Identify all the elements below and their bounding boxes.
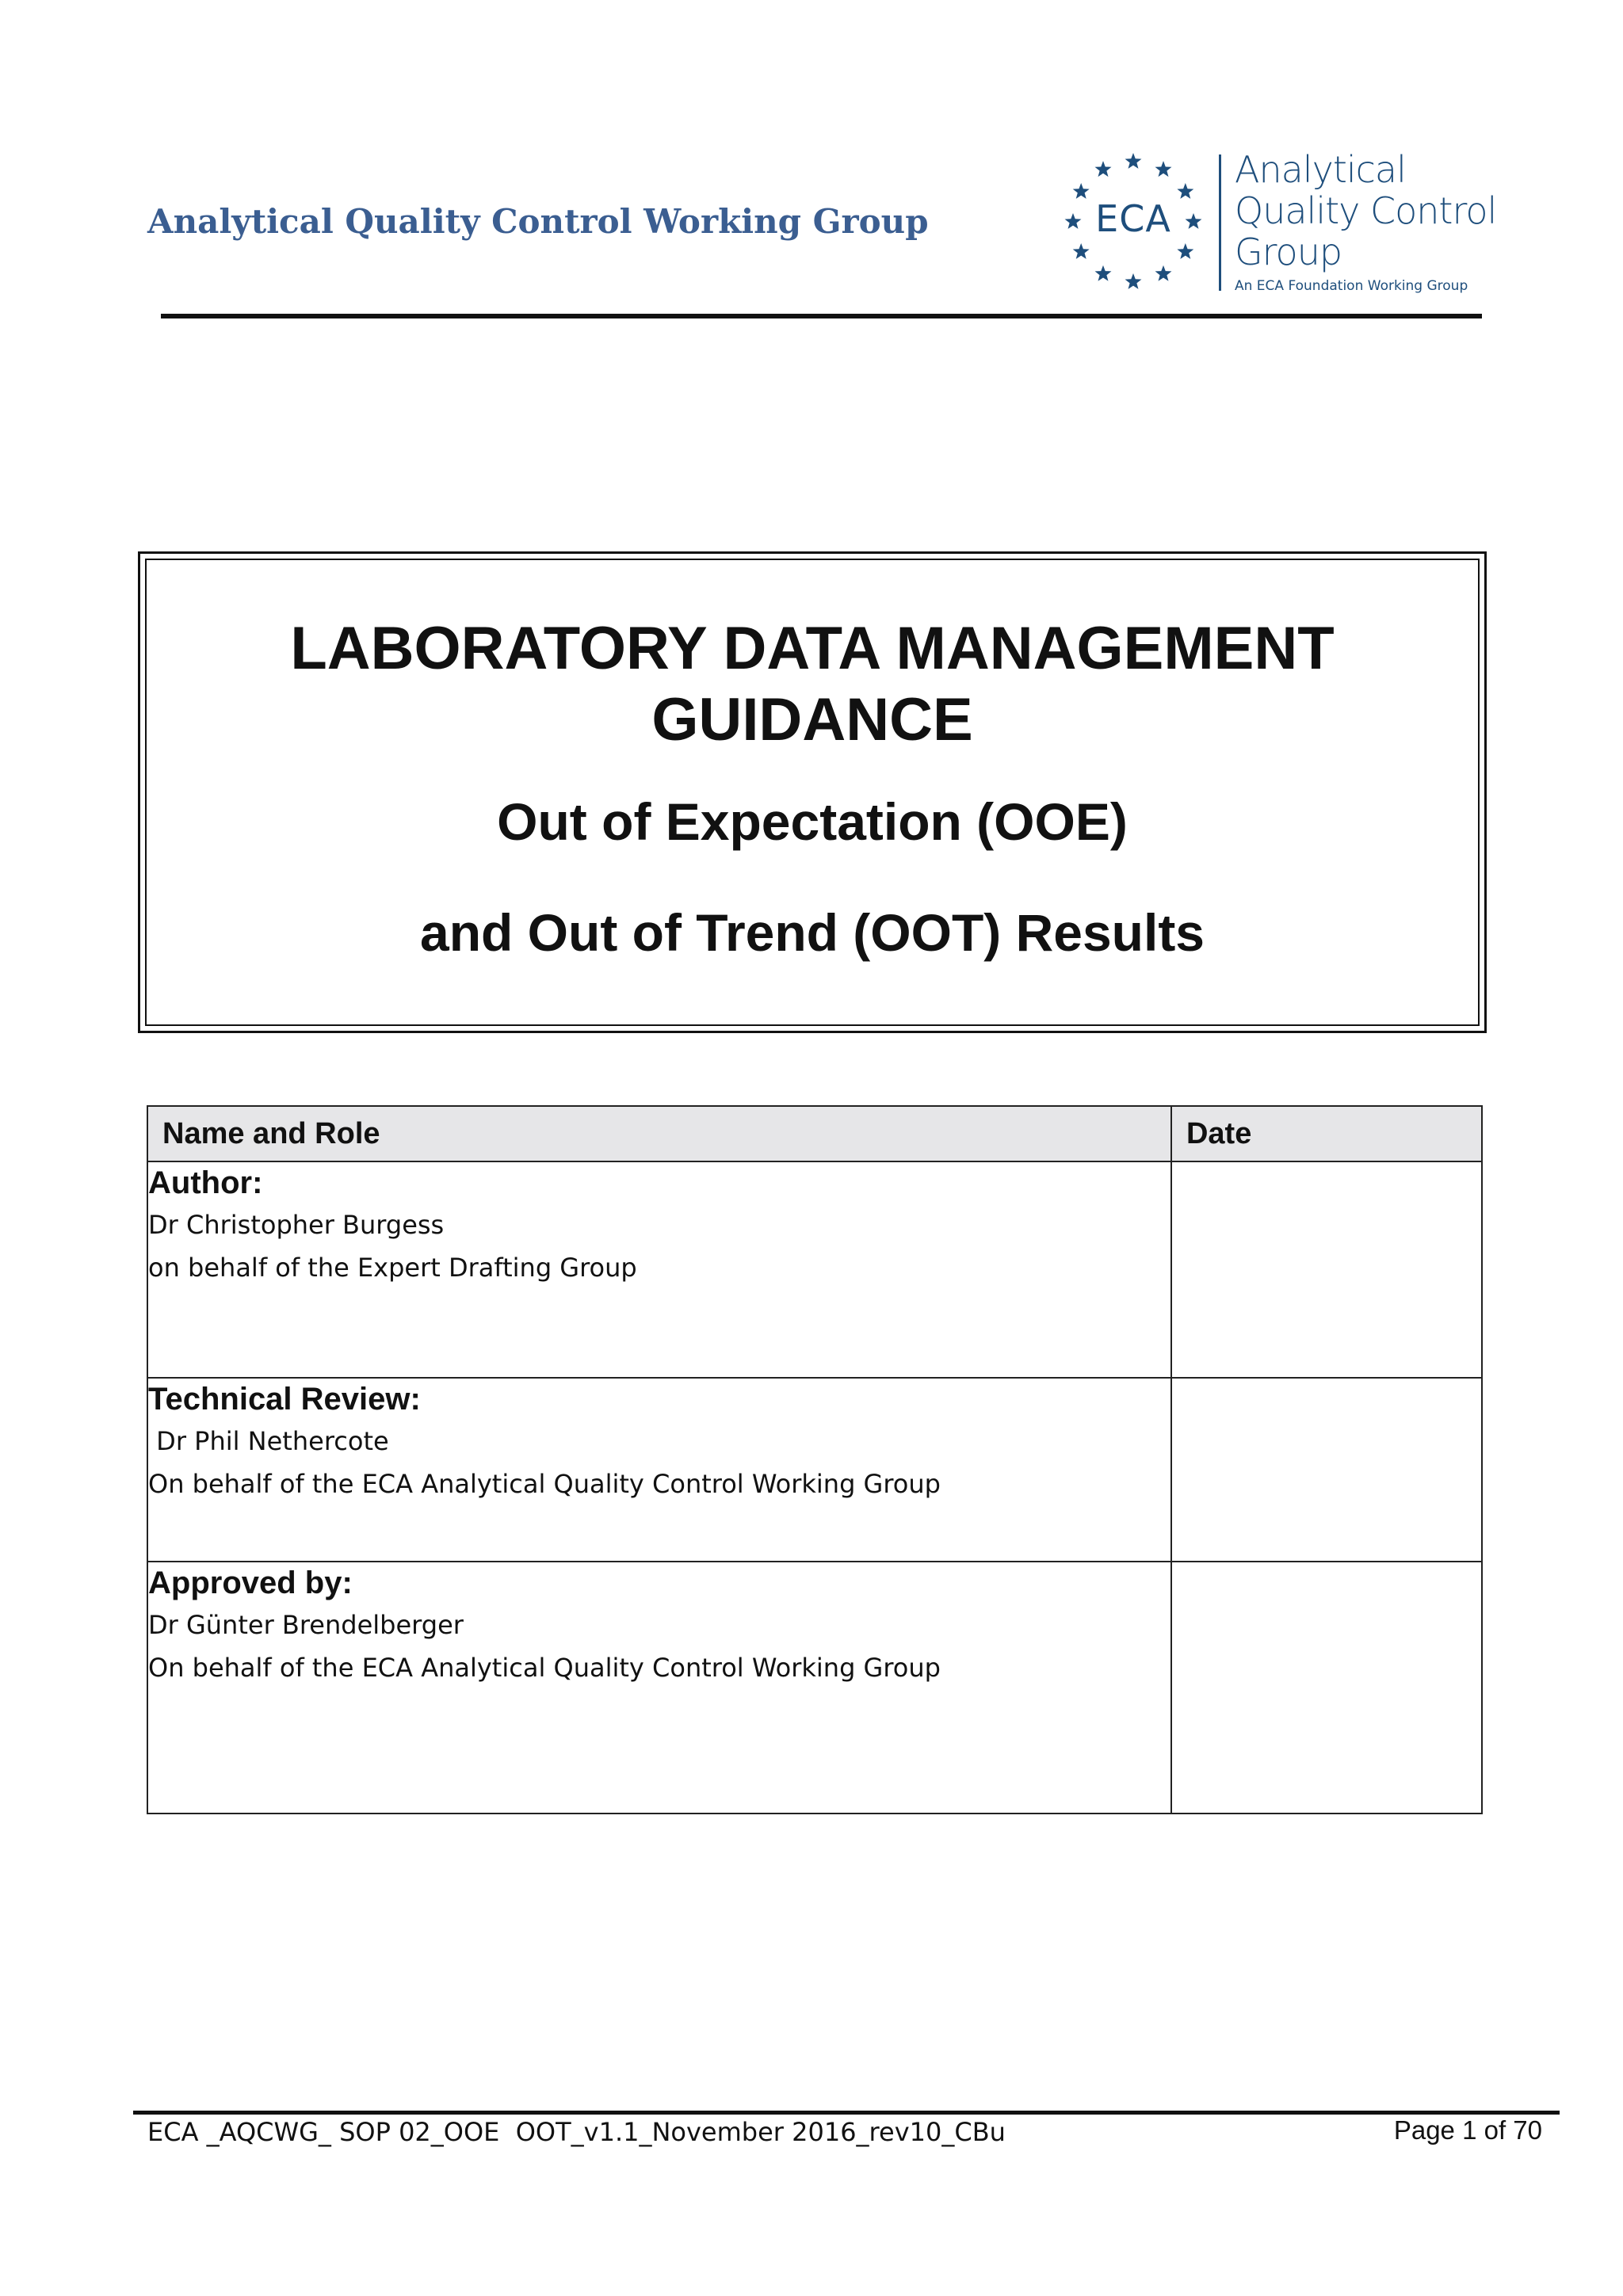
logo-star	[1177, 183, 1193, 199]
header-divider	[161, 314, 1482, 318]
table-row-approved-by	[147, 1562, 1482, 1814]
table-row-technical-review	[147, 1378, 1482, 1562]
logo-wordmark	[1235, 148, 1497, 294]
document-title-line-2: GUIDANCE	[651, 686, 973, 753]
role-label-approved-by: Approved by:	[148, 1566, 353, 1600]
logo-star	[1155, 161, 1172, 177]
logo-star	[1095, 265, 1112, 281]
technical-review-date-cell	[1171, 1378, 1482, 1562]
logo-star	[1073, 243, 1090, 259]
signoff-header-row	[147, 1106, 1482, 1161]
footer-divider	[133, 2111, 1560, 2115]
logo-star	[1125, 273, 1142, 289]
author-cell	[147, 1161, 1171, 1378]
logo-tagline: An ECA Foundation Working Group	[1235, 278, 1468, 294]
table-row-author	[147, 1161, 1482, 1378]
author-on-behalf: on behalf of the Expert Drafting Group	[148, 1253, 637, 1283]
header-date: Date	[1171, 1106, 1482, 1161]
group-name-heading: Analytical Quality Control Working Group	[147, 202, 929, 241]
footer-document-id: ECA _AQCWG_ SOP 02_OOE OOT_v1.1_November 2016_rev10_CBu	[147, 2117, 1006, 2147]
document-subtitle-2: and Out of Trend (OOT) Results	[420, 903, 1205, 962]
approver-name: Dr Günter Brendelberger	[148, 1610, 464, 1640]
header-name-role: Name and Role	[147, 1106, 1171, 1161]
footer-page-number: Page 1 of 70	[1393, 2115, 1542, 2145]
document-title	[140, 613, 1484, 756]
role-label-author: Author:	[148, 1165, 263, 1200]
logo-star	[1186, 213, 1202, 229]
author-date-cell	[1171, 1161, 1482, 1378]
role-label-technical-review: Technical Review:	[148, 1382, 421, 1417]
document-subtitle-1: Out of Expectation (OOE)	[497, 792, 1128, 851]
eca-logo	[1062, 147, 1497, 297]
document-title-line-1: LABORATORY DATA MANAGEMENT	[290, 615, 1335, 682]
reviewer-name: Dr Phil Nethercote	[148, 1426, 389, 1456]
approver-on-behalf: On behalf of the ECA Analytical Quality Control Working Group	[148, 1653, 941, 1683]
logo-star	[1095, 161, 1112, 177]
reviewer-on-behalf: On behalf of the ECA Analytical Quality Control Working Group	[148, 1469, 941, 1499]
logo-line-2: Quality Control	[1235, 189, 1497, 232]
logo-mark-text: ECA	[1095, 197, 1171, 240]
title-box	[138, 551, 1487, 1033]
logo-star	[1155, 265, 1172, 281]
logo-line-1: Analytical	[1235, 148, 1406, 191]
signoff-table	[147, 1105, 1483, 1814]
logo-star	[1065, 213, 1082, 229]
logo-line-3: Group	[1235, 231, 1342, 273]
approved-by-cell	[147, 1562, 1171, 1814]
logo-divider	[1219, 154, 1221, 291]
author-name: Dr Christopher Burgess	[148, 1210, 445, 1240]
logo-star	[1073, 183, 1090, 199]
technical-review-cell	[147, 1378, 1171, 1562]
logo-star	[1177, 243, 1193, 259]
approved-by-date-cell	[1171, 1562, 1482, 1814]
logo-star	[1125, 153, 1142, 169]
